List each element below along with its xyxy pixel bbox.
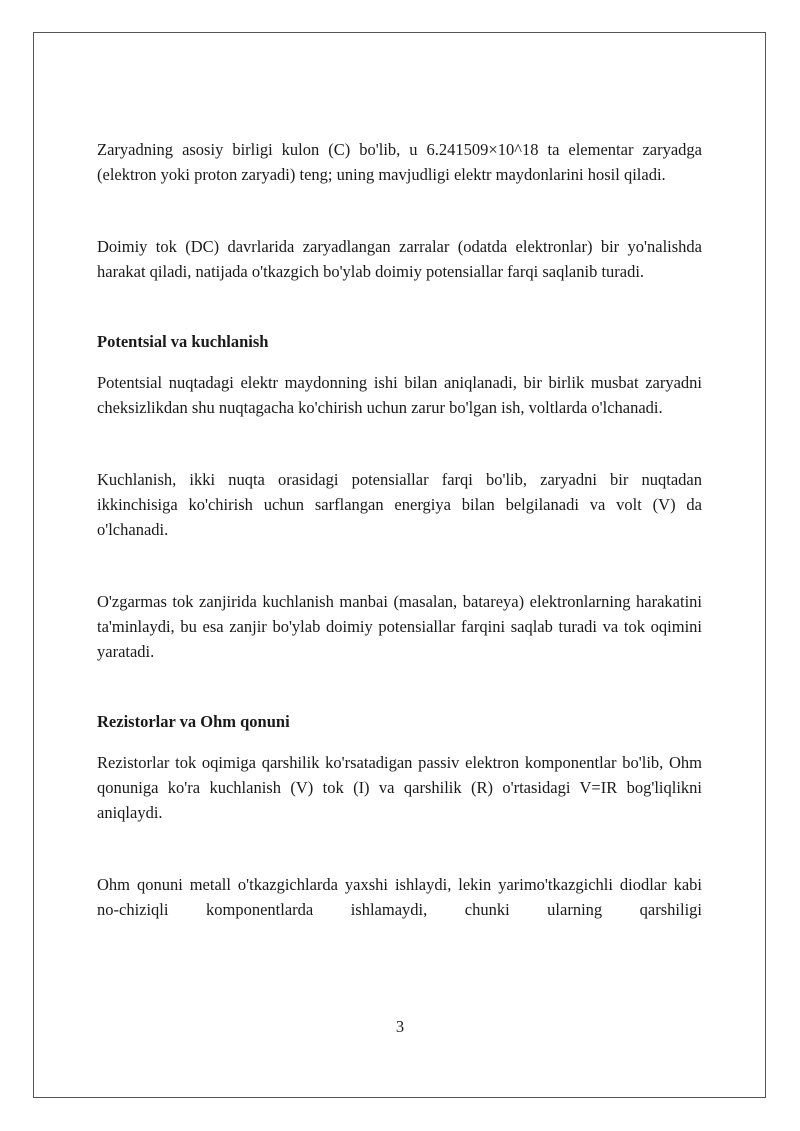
paragraph-resistors: Rezistorlar tok oqimiga qarshilik ko'rsatadigan passiv elektron komponentlar bo'lib, Ohm qonuniga ko'ra kuchlanish (V) tok (I) va qarshilik (R) o'rtasidagi V=IR bog'liqlikni aniqlaydi. bbox=[97, 753, 702, 822]
paragraph-spacer bbox=[97, 187, 702, 234]
page-number: 3 bbox=[395, 1017, 405, 1036]
paragraph-spacer bbox=[97, 420, 702, 467]
paragraph-charge-unit: Zaryadning asosiy birligi kulon (C) bo'lib, u 6.241509×10^18 ta elementar zaryadga (elektron yoki proton zaryadi) teng; uning mavjudligi elektr maydonlarini hosil qiladi. bbox=[97, 140, 702, 184]
paragraph-spacer bbox=[97, 825, 702, 872]
paragraph-voltage-source: O'zgarmas tok zanjirida kuchlanish manbai (masalan, batareya) elektronlarning harakatini ta'minlaydi, bu esa zanjir bo'ylab doimiy potensiallar farqini saqlab turadi va tok oqimini yaratadi. bbox=[97, 592, 702, 661]
paragraph-ohm-law-limits: Ohm qonuni metall o'tkazgichlarda yaxshi ishlaydi, lekin yarimo'tkazgichli diodlar kabi no-chiziqli komponentlarda ishlamaydi, chunki ularning qarshiligi bbox=[97, 875, 702, 919]
section-heading-resistors: Rezistorlar va Ohm qonuni bbox=[97, 712, 290, 731]
document-body bbox=[97, 137, 702, 922]
paragraph-spacer bbox=[97, 284, 702, 329]
paragraph-dc-current: Doimiy tok (DC) davrlarida zaryadlangan zarralar (odatda elektronlar) bir yo'nalishda harakat qiladi, natijada o'tkazgich bo'ylab doimiy potensiallar farqi saqlanib turadi. bbox=[97, 237, 702, 281]
heading-spacer bbox=[97, 734, 702, 750]
paragraph-spacer bbox=[97, 542, 702, 589]
paragraph-spacer bbox=[97, 664, 702, 709]
paragraph-potential: Potentsial nuqtadagi elektr maydonning ishi bilan aniqlanadi, bir birlik musbat zaryadni cheksizlikdan shu nuqtagacha ko'chirish uchun zarur bo'lgan ish, voltlarda o'lchanadi. bbox=[97, 373, 702, 417]
section-heading-potential: Potentsial va kuchlanish bbox=[97, 332, 269, 351]
heading-spacer bbox=[97, 354, 702, 370]
paragraph-voltage: Kuchlanish, ikki nuqta orasidagi potensiallar farqi bo'lib, zaryadni bir nuqtadan ikkinchisiga ko'chirish uchun sarflangan energiya bilan belgilanadi va volt (V) da o'lchanadi. bbox=[97, 470, 702, 539]
